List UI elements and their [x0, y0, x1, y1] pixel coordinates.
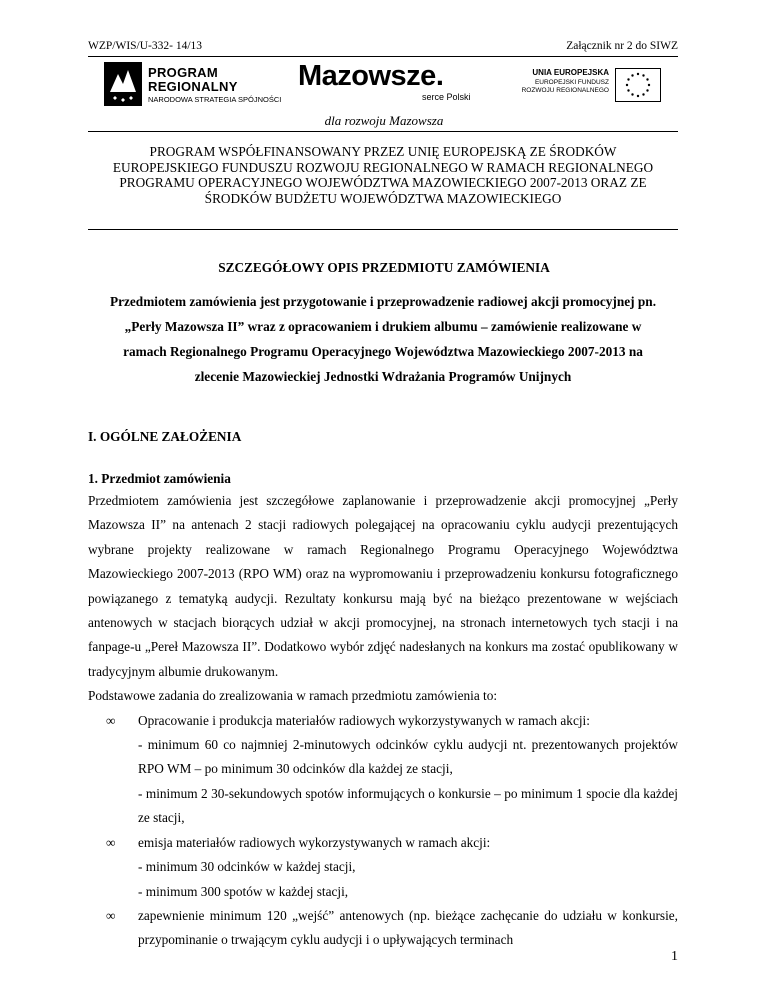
bullet-symbol: ∞	[106, 907, 116, 923]
programme-line: EUROPEJSKIEGO FUNDUSZU ROZWOJU REGIONALNEGO W RAMACH REGIONALNEGO	[112, 159, 654, 175]
eu-subtitle-line1: EUROPEJSKI FUNDUSZ	[534, 79, 609, 86]
program-title-line1: PROGRAM	[148, 65, 218, 80]
subsection-heading: 1. Przedmiot zamówienia	[88, 471, 231, 486]
tagline: dla rozwoju Mazowsza	[324, 113, 444, 128]
program-title	[148, 66, 238, 94]
attachment-label: Załącznik nr 2 do SIWZ	[566, 40, 678, 52]
eu-title: UNIA EUROPEJSKA	[532, 68, 609, 77]
programme-line: PROGRAMU OPERACYJNEGO WOJEWÓDZTWA MAZOWIECKIEGO 2007-2013 ORAZ ZE	[119, 175, 647, 190]
reference-number: WZP/WIS/U-332- 14/13	[88, 40, 203, 52]
mazowsze-subtitle: serce Polski	[422, 92, 471, 102]
program-regionalny-logo	[104, 62, 294, 106]
subject-line: Przedmiotem zamówienia jest przygotowanie i przeprowadzenie radiowej akcji promocyjnej pn.	[109, 294, 657, 309]
task-text: zapewnienie minimum 120 „wejść” antenowych (np. bieżące zachęcanie do udziału w konkursie, przypominanie o trwającym cyklu audycji i o upływających terminach	[138, 907, 678, 948]
mazowsze-logo	[298, 60, 488, 106]
programme-line: ŚRODKÓW BUDŻETU WOJEWÓDZTWA MAZOWIECKIEGO	[204, 190, 562, 206]
program-emblem-icon	[104, 62, 142, 106]
task-subitem: - minimum 300 spotów w każdej stacji,	[138, 883, 349, 899]
task-subitem: - minimum 2 30-sekundowych spotów informujących o konkursie – po minimum 1 spocie dla każdej ze stacji,	[138, 785, 678, 826]
subject-line: „Perły Mazowsza II” wraz z opracowaniem i drukiem albumu – zamówienie realizowane w	[124, 319, 642, 334]
header-divider	[88, 56, 678, 57]
eu-flag-icon	[615, 68, 661, 102]
task-subitem: - minimum 60 co najmniej 2-minutowych odcinków cyklu audycji nt. prezentowanych projektów RPO WM – po minimum 30 odcinków dla każdej ze stacji,	[138, 737, 678, 777]
task-text: Opracowanie i produkcja materiałów radiowych wykorzystywanych w ramach akcji:	[138, 712, 590, 728]
bullet-symbol: ∞	[106, 834, 116, 850]
order-subject	[88, 289, 678, 389]
tasks-intro: Podstawowe zadania do zrealizowania w ramach przedmiotu zamówienia to:	[88, 688, 498, 704]
subject-line: zlecenie Mazowieckiej Jednostki Wdrażania Programów Unijnych	[194, 369, 572, 384]
section-body	[88, 489, 678, 953]
task-text: emisja materiałów radiowych wykorzystywanych w ramach akcji:	[138, 834, 491, 850]
document-title: SZCZEGÓŁOWY OPIS PRZEDMIOTU ZAMÓWIENIA	[218, 260, 550, 275]
programme-line: PROGRAM WSPÓŁFINANSOWANY PRZEZ UNIĘ EUROPEJSKĄ ZE ŚRODKÓW	[149, 144, 617, 159]
task-item	[88, 709, 678, 831]
programme-divider	[88, 229, 678, 230]
program-title-line2: REGIONALNY	[148, 79, 238, 94]
task-item	[88, 831, 678, 904]
task-subitem: - minimum 30 odcinków w każdej stacji,	[138, 859, 356, 875]
program-subtitle: NARODOWA STRATEGIA SPÓJNOŚCI	[148, 95, 282, 104]
section-heading: I. OGÓLNE ZAŁOŻENIA	[88, 429, 242, 444]
section-paragraph: Przedmiotem zamówienia jest szczegółowe zaplanowanie i przeprowadzenie akcji promocyjnej „Perły Mazowsza II” na antenach 2 stacji radiowych polegającej na opracowaniu cyklu audycji prezentujących wybrane projekty realizowane w ramach Regionalnego Programu Operacyjnego Województwa Mazowieckiego 2007-2013 (RPO WM) oraz na wypromowaniu i przeprowadzeniu konkursu fotograficznego powiązanego z tematyką audycji. Rezultaty konkursu mają być na bieżąco prezentowane w wejściach antenowych w stacjach biorących udział w akcji promocyjnej, na stronach internetowych tych stacji i na fanpage-u „Pereł Mazowsza II”. Dodatkowo wybór zdjęć nadesłanych na konkurs ma zostać opublikowany w tradycyjnym albumie drukowanym.	[88, 493, 678, 679]
bullet-symbol: ∞	[106, 712, 116, 728]
subject-line: ramach Regionalnego Programu Operacyjnego Województwa Mazowieckiego 2007-2013 na	[123, 344, 643, 359]
tagline-divider	[88, 131, 678, 132]
eu-subtitle	[505, 79, 609, 95]
task-list	[88, 709, 678, 953]
page-number: 1	[671, 949, 678, 964]
eu-subtitle-line2: ROZWOJU REGIONALNEGO	[521, 87, 609, 94]
task-item	[88, 904, 678, 953]
mazowsze-wordmark: Mazowsze.	[298, 60, 444, 92]
programme-statement	[88, 144, 678, 206]
eu-logo	[505, 68, 665, 104]
